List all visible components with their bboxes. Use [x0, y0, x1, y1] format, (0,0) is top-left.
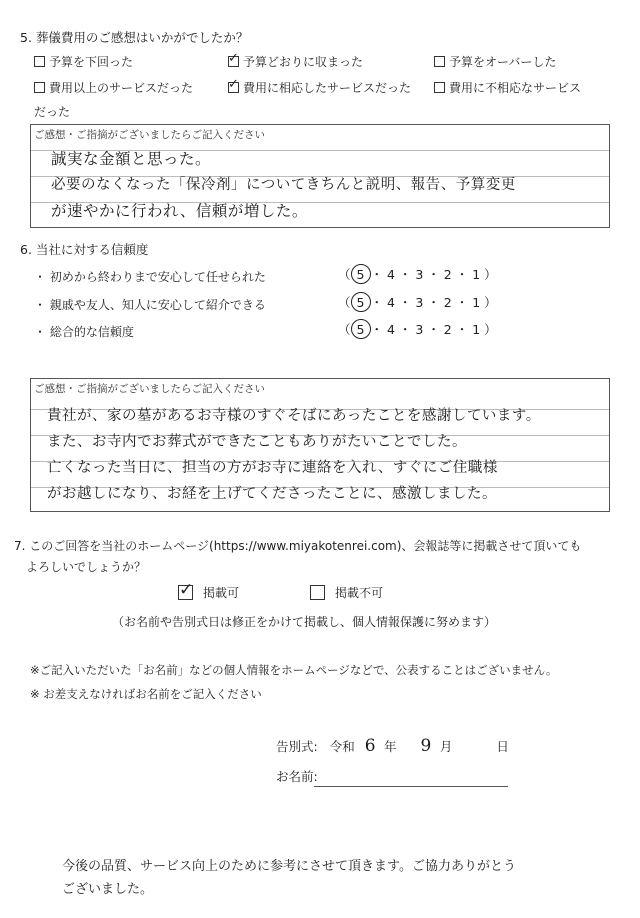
q5-option-3-label: 予算をオーバーした — [449, 55, 557, 69]
rating-scale: ・ 4 ・ 3 ・ 2 ・ 1 ） — [370, 322, 497, 337]
rating-open-paren: （ — [338, 267, 351, 282]
q6-comment-line-2: また、お寺内でお葬式ができたこともありがたいことでした。 — [47, 434, 467, 450]
q7-title-line-1: 7. このご回答を当社のホームページ(https://www.miyakotenrei.com)、会報誌等に掲載させて頂いても — [14, 539, 582, 553]
q7-note: （お名前や告別式日は修正をかけて掲載し、個人情報保護に努めます） — [112, 615, 497, 629]
q5-comment-line-2: 必要のなくなった「保冷剤」についてきちんと説明、報告、予算変更 — [51, 177, 516, 193]
rating-open-paren: （ — [338, 295, 351, 310]
q6-item-2-selected-5[interactable]: 5 — [351, 292, 371, 312]
name-label: お名前: — [276, 769, 318, 784]
q6-comment-line-1: 貴社が、家の墓があるお寺様のすぐそばにあったことを感謝しています。 — [47, 408, 541, 424]
q6-item-3-selected-5[interactable]: 5 — [351, 319, 371, 339]
q5-option-2-label: 予算どおりに収まった — [243, 55, 364, 69]
q5-option-2[interactable] — [228, 53, 363, 70]
check-mark-icon: ✓ — [179, 580, 194, 600]
q5-checkbox-2[interactable] — [228, 51, 239, 67]
q5-checkbox-6[interactable] — [434, 82, 445, 93]
q5-comment-line-3: が速やかに行われ、信頼が増した。 — [51, 202, 308, 220]
q5-checkbox-3[interactable] — [434, 56, 445, 67]
q5-option-5-label: 費用に相応したサービスだった — [243, 81, 412, 95]
closing-line-2: ございました。 — [62, 882, 154, 897]
q5-comment-line-1: 誠実な金額と思った。 — [51, 150, 212, 168]
q5-comment-box[interactable] — [30, 124, 610, 228]
name-field[interactable] — [314, 770, 508, 787]
ceremony-era: 令和 — [329, 739, 355, 754]
q6-item-1-rating[interactable] — [338, 264, 497, 284]
ceremony-year-unit: 年 — [384, 739, 397, 754]
q6-item-2-label: ・ 親戚や友人、知人に安心して紹介できる — [34, 298, 266, 312]
q5-title: 5. 葬儀費用のご感想はいかがでしたか？ — [20, 30, 249, 45]
q5-comment-header: ご感想・ご指摘がございましたらご記入ください — [34, 129, 265, 141]
privacy-notice: ※ご記入いただいた「お名前」などの個人情報をホームページなどで、公表することはございません。 — [30, 663, 558, 677]
q7-checkbox-publish-ok[interactable] — [178, 580, 194, 600]
q5-option-1-label: 予算を下回った — [49, 55, 134, 69]
q6-comment-line-3: 亡くなった当日に、担当の方がお寺に連絡を入れ、すぐにご住職様 — [47, 460, 498, 476]
ceremony-month-unit: 月 — [439, 739, 453, 754]
q5-option-4[interactable] — [34, 79, 193, 96]
name-request-notice: ※ お差支えなければお名前をご記入ください — [30, 687, 262, 701]
q5-option-1[interactable] — [34, 53, 133, 70]
q5-checkbox-5[interactable] — [228, 77, 239, 93]
q7-option-publish-ng[interactable] — [310, 584, 383, 601]
q6-comment-line-4: がお越しになり、お経を上げてくださったことに、感激しました。 — [47, 486, 497, 502]
q5-option-4-label: 費用以上のサービスだった — [49, 81, 194, 95]
q5-option-6[interactable] — [434, 79, 581, 96]
q6-title: 6. 当社に対する信頼度 — [20, 242, 149, 257]
q7-option-1-label: 掲載可 — [203, 586, 240, 600]
ceremony-year[interactable]: 6 — [364, 736, 377, 756]
closing-line-1: 今後の品質、サービス向上のために参考にさせて頂きます。ご協力ありがとう — [62, 859, 516, 874]
q6-item-2-rating[interactable] — [338, 292, 497, 312]
q6-item-1-label: ・ 初めから終わりまで安心して任せられた — [34, 270, 266, 284]
q7-option-2-label: 掲載不可 — [335, 586, 384, 600]
q7-checkbox-publish-ng[interactable] — [310, 585, 325, 600]
ceremony-month[interactable]: 9 — [420, 736, 432, 756]
rating-scale: ・ 4 ・ 3 ・ 2 ・ 1 ） — [370, 295, 497, 310]
q6-item-3-rating[interactable] — [338, 319, 497, 339]
ceremony-date — [276, 736, 509, 756]
q7-title-line-2: よろしいでしょうか？ — [26, 560, 147, 574]
q5-checkbox-4[interactable] — [34, 82, 45, 93]
ceremony-day-unit: 日 — [496, 739, 509, 754]
q6-item-1-selected-5[interactable]: 5 — [351, 264, 371, 284]
check-mark-icon: ✓ — [228, 51, 239, 66]
q5-checkbox-1[interactable] — [34, 56, 45, 67]
q5-option-6-label: 費用に不相応なサービス — [449, 81, 582, 95]
rating-open-paren: （ — [338, 322, 351, 337]
q6-comment-header: ご感想・ご指摘がございましたらご記入ください — [34, 383, 265, 395]
rating-scale: ・ 4 ・ 3 ・ 2 ・ 1 ） — [370, 267, 497, 282]
q5-option-4-continuation: だった — [34, 105, 71, 119]
q5-option-5[interactable] — [228, 79, 411, 96]
ceremony-label: 告別式: — [276, 739, 318, 754]
q7-option-publish-ok[interactable] — [178, 580, 240, 601]
q6-item-3-label: ・ 総合的な信頼度 — [34, 325, 134, 339]
check-mark-icon: ✓ — [228, 77, 239, 92]
q5-option-3[interactable] — [434, 53, 556, 70]
q6-comment-box[interactable] — [30, 378, 610, 512]
